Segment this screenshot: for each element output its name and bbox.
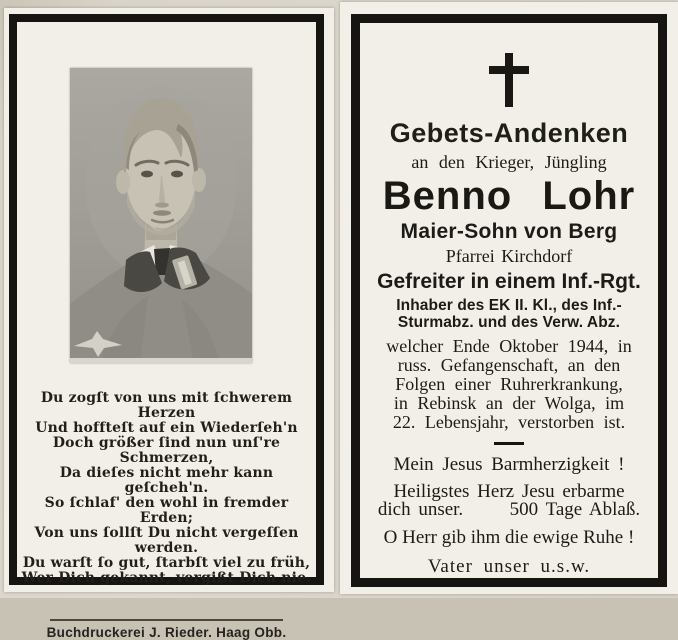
prayer-eternal-rest: O Herr gib ihm die ewige Ruhe !: [383, 527, 635, 548]
obituary-line: 22. Lebensjahr, verstorben ist.: [392, 412, 626, 432]
parish-line: Pfarrei Kirchdorf: [445, 246, 573, 266]
family-origin-line: Maier-Sohn von Berg: [400, 220, 618, 243]
memorial-card-left: [4, 8, 334, 640]
right-card-content: [360, 23, 658, 578]
obituary-line: Folgen einer Ruhrerkrankung,: [395, 374, 623, 394]
military-rank-line: Gefreiter in einem Inf.-Rgt.: [377, 270, 641, 293]
prayer-indulgence: [360, 483, 658, 519]
soldier-portrait-photo: [70, 68, 252, 363]
soldier-portrait-illustration: [70, 68, 252, 363]
poem-line: Du zogſt von uns mit ſchwerem Herzen: [40, 390, 293, 421]
card-title: Gebets-Andenken: [389, 118, 629, 148]
obituary-line: welcher Ende Oktober 1944, in: [386, 336, 632, 356]
obituary-line: in Rebinsk an der Wolga, im: [393, 393, 625, 413]
obituary-line: russ. Gefangenschaft, an den: [397, 355, 621, 375]
poem-line: Von uns ſollſt Du nicht vergeſſen werden.: [34, 525, 299, 556]
poem-line: So ſchlaf' den wohl in fremder Erden;: [44, 495, 289, 526]
card-frame-left: [9, 14, 324, 640]
dedication-line: an den Krieger, Jüngling: [411, 152, 607, 172]
deceased-name: Benno Lohr: [382, 174, 636, 218]
decorations-text: [360, 297, 658, 331]
obituary-text: [360, 337, 658, 432]
prayer-indulgence-line: Heiligstes Herz Jesu erbarme: [393, 481, 625, 502]
poem-line: Da dieſes nicht mehr kann geſcheh'n.: [59, 465, 274, 496]
decorations-line: Sturmabz. und des Verw. Abz.: [397, 314, 621, 331]
prayer-indulgence-line: dich unser. 500 Tage Ablaß.: [377, 499, 641, 520]
prayer-mercy: Mein Jesus Barmherzigkeit !: [393, 454, 625, 475]
prayer-our-father: Vater unser u.s.w.: [427, 556, 591, 577]
latin-cross-icon: [489, 53, 529, 107]
section-divider: [494, 442, 524, 445]
poem-line: Und hoffteſt auf ein Wiederſeh'n: [35, 420, 298, 436]
poem-line: Du warſt ſo gut, ſtarbſt viel zu früh,: [22, 555, 311, 571]
printer-divider-rule: [50, 619, 283, 621]
decorations-line: Inhaber des EK II. Kl., des Inf.-: [396, 297, 622, 314]
memorial-poem: [17, 391, 316, 586]
card-frame-right: [351, 14, 667, 587]
printer-credit: Buchdruckerei J. Rieder. Haag Obb.: [46, 625, 287, 640]
poem-line: Wer Dich gekannt, vergißt Dich nie.: [21, 570, 312, 586]
memorial-card-right: [340, 2, 678, 594]
left-card-content: [17, 22, 316, 640]
poem-line: Doch größer ſind nun unſ're Schmerzen,: [52, 435, 281, 466]
